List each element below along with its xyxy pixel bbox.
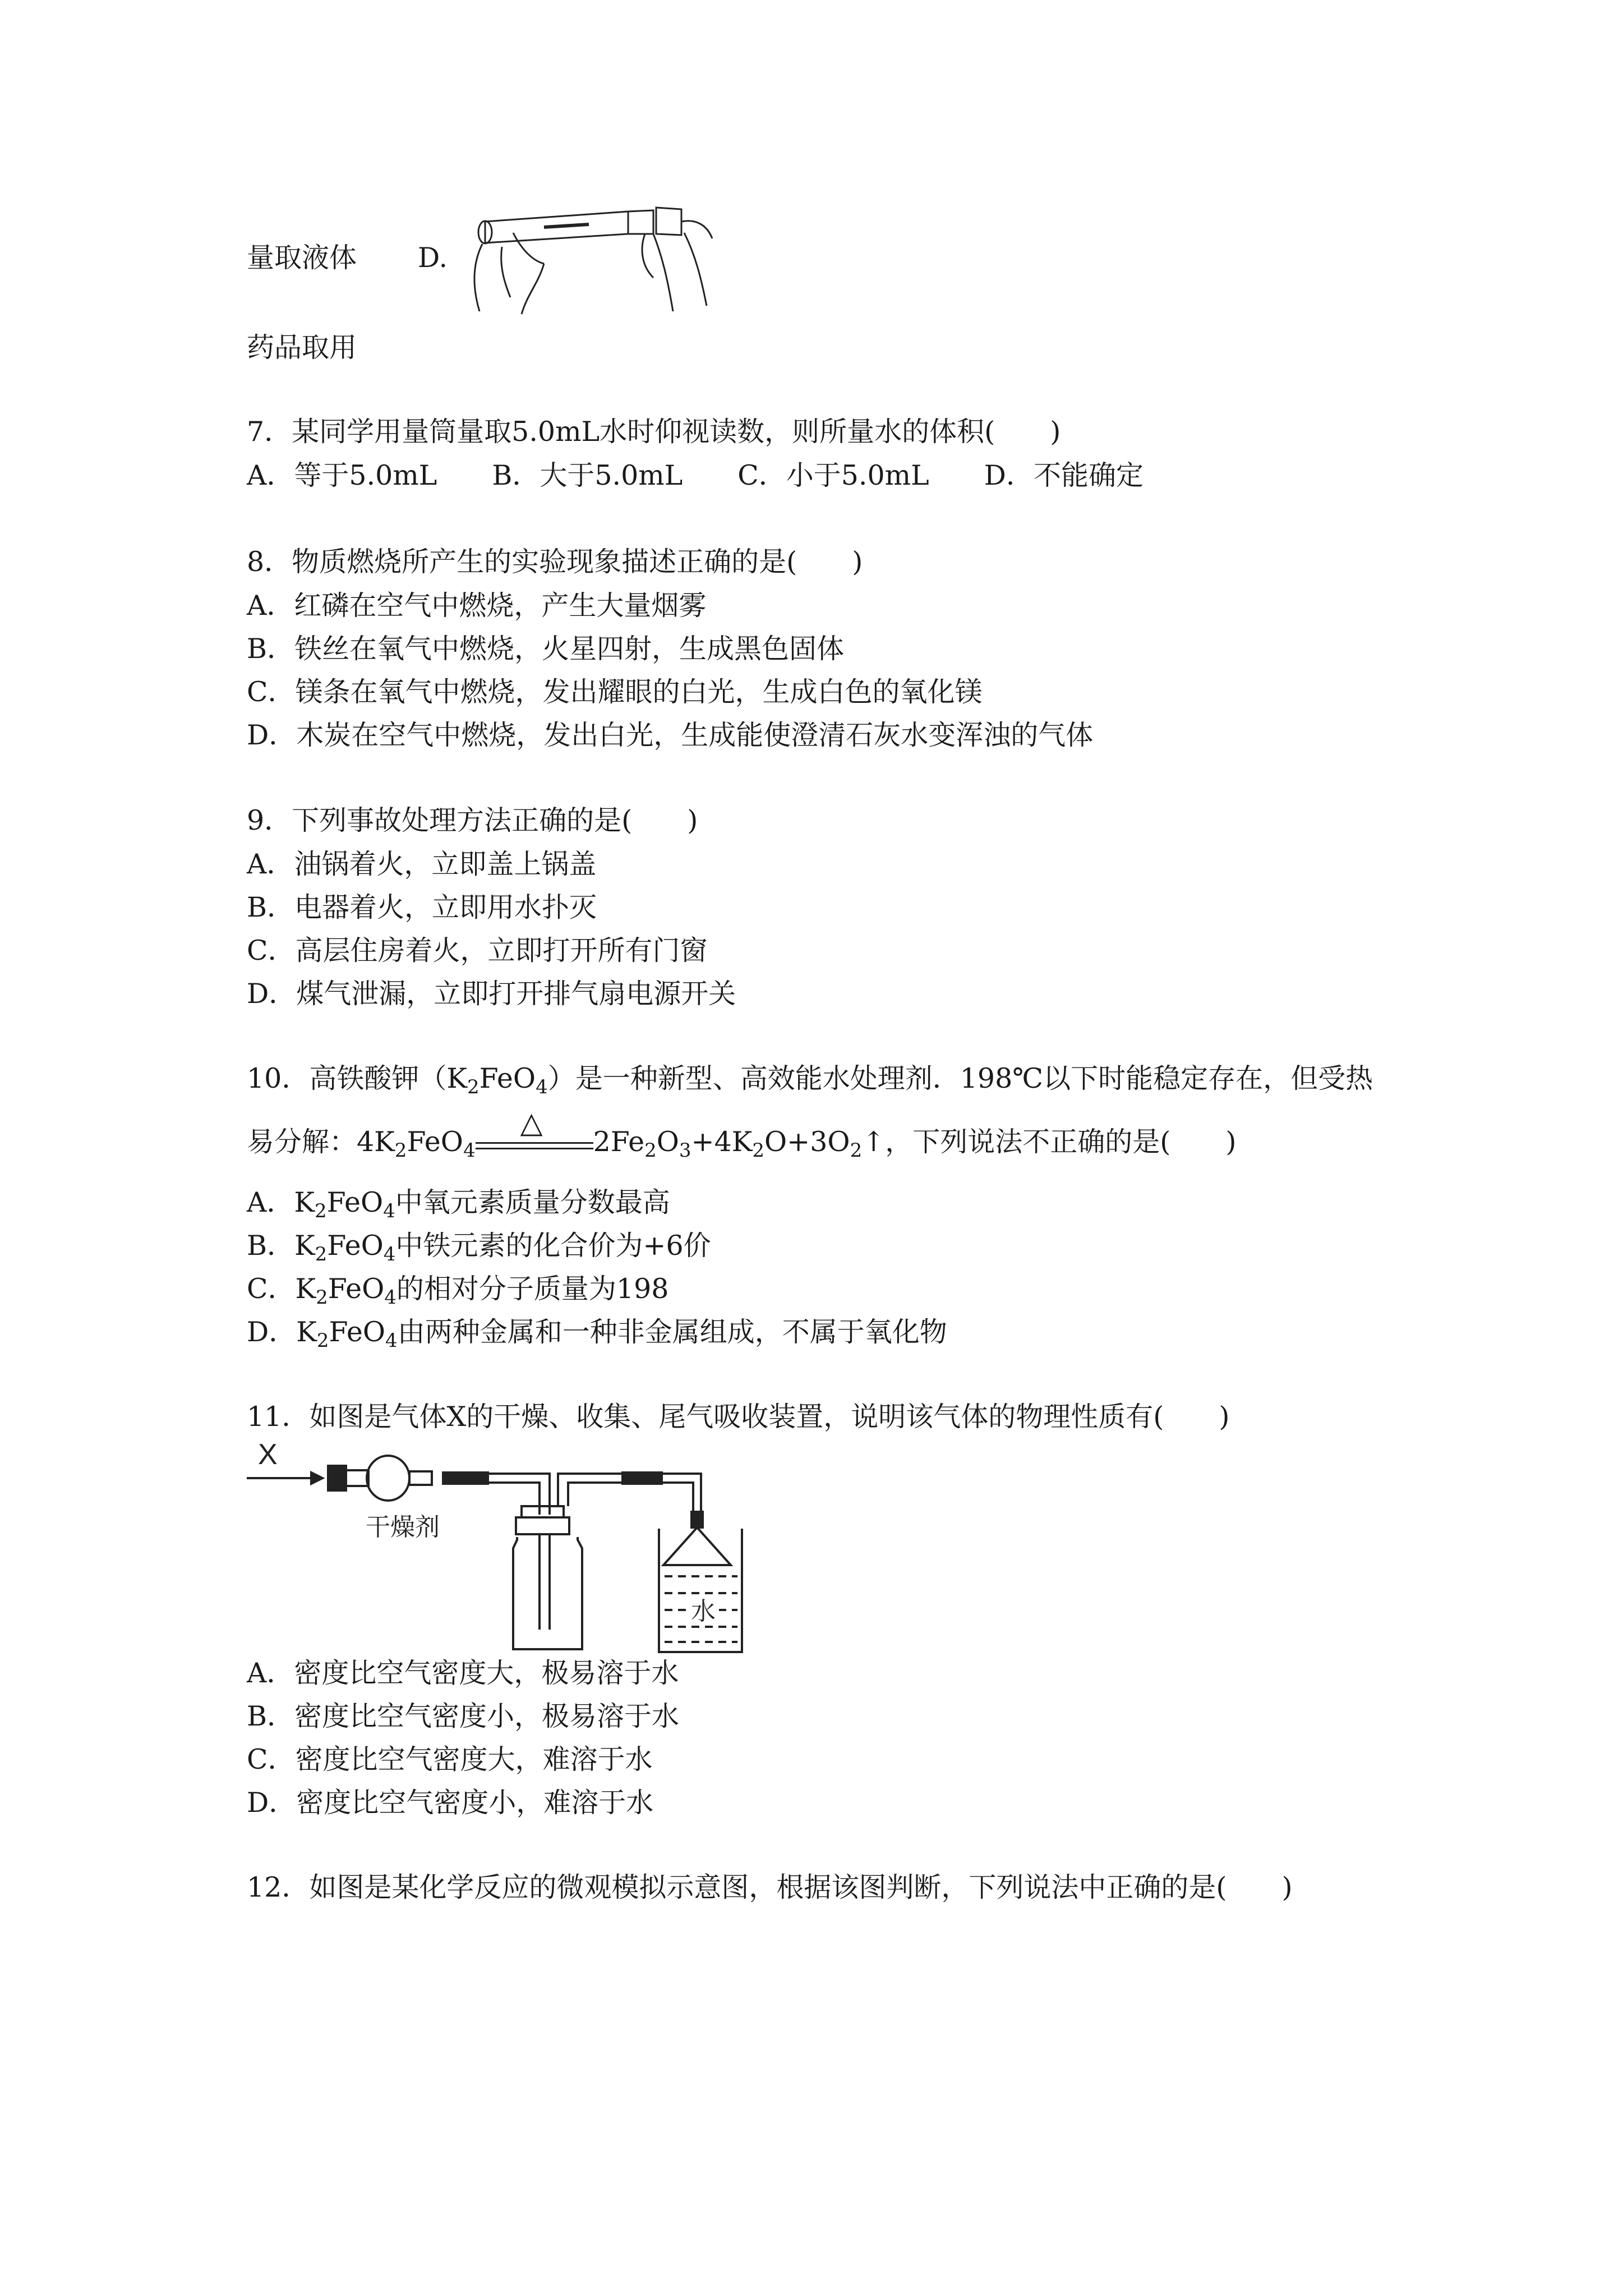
q9-option-a: A．油锅着火，立即盖上锅盖 [247, 848, 597, 880]
q7-stem: 7．某同学用量筒量取5.0mL水时仰视读数，则所量水的体积( ) [247, 416, 1061, 448]
label-take-reagent: 药品取用 [247, 332, 357, 364]
option-d-label: D. [418, 242, 448, 274]
test-tube-hands-figure [460, 199, 718, 323]
q11-option-d: D．密度比空气密度小，难溶于水 [247, 1787, 654, 1819]
q8-stem: 8．物质燃烧所产生的实验现象描述正确的是( ) [247, 546, 863, 578]
water-label: 水 [691, 1598, 716, 1625]
q8-option-a: A．红磷在空气中燃烧，产生大量烟雾 [247, 590, 707, 622]
label-measure-liquid: 量取液体 [247, 242, 357, 274]
q9-option-c: C．高层住房着火，立即打开所有门窗 [247, 935, 708, 967]
q8-option-c: C．镁条在氧气中燃烧，发出耀眼的白光，生成白色的氧化镁 [247, 676, 983, 708]
q8-option-d: D．木炭在空气中燃烧，发出白光，生成能使澄清石灰水变浑浊的气体 [247, 719, 1094, 751]
gas-x-label: X [258, 1439, 278, 1471]
q10-option-c: C．$K_2FeO_4$的相对分子质量为198 [247, 1273, 669, 1309]
q9-stem: 9．下列事故处理方法正确的是( ) [247, 804, 698, 836]
gas-apparatus-figure [247, 1439, 774, 1658]
q9-option-d: D．煤气泄漏，立即打开排气扇电源开关 [247, 978, 736, 1010]
q10-stem: 10．高铁酸钾$(K_2FeO_4)$是一种新型、高效能水处理剂．198℃以下时能稳定存在，但受热 [247, 1062, 1373, 1098]
q11-option-b: B．密度比空气密度小，极易溶于水 [247, 1700, 680, 1732]
q9-option-b: B．电器着火，立即用水扑灭 [247, 891, 597, 923]
q10-equation: 易分解：$4K_2FeO_4$ △ $2Fe_2O_3+4K_2O+3O_2↑$，下列说法不正确的是( ) [247, 1106, 1237, 1162]
q11-stem: 11．如图是气体X的干燥、收集、尾气吸收装置，说明该气体的物理性质有( ) [247, 1401, 1230, 1433]
q7-options: A．等于5.0mL B．大于5.0mL C．小于5.0mL D．不能确定 [247, 459, 1144, 491]
q8-option-b: B．铁丝在氧气中燃烧，火星四射，生成黑色固体 [247, 633, 845, 665]
q12-stem: 12．如图是某化学反应的微观模拟示意图，根据该图判断，下列说法中正确的是( ) [247, 1871, 1293, 1903]
q10-option-a: A．$K_2FeO_4$中氧元素质量分数最高 [247, 1186, 670, 1222]
q11-option-a: A．密度比空气密度大，极易溶于水 [247, 1657, 679, 1689]
heat-equals-sign: △ [476, 1128, 593, 1161]
desiccant-label: 干燥剂 [366, 1513, 440, 1541]
q10-option-d: D．$K_2FeO_4$由两种金属和一种非金属组成，不属于氧化物 [247, 1316, 947, 1352]
q10-option-b: B．$K_2FeO_4$中铁元素的化合价为+6价 [247, 1230, 711, 1266]
q11-option-c: C．密度比空气密度大，难溶于水 [247, 1743, 653, 1775]
